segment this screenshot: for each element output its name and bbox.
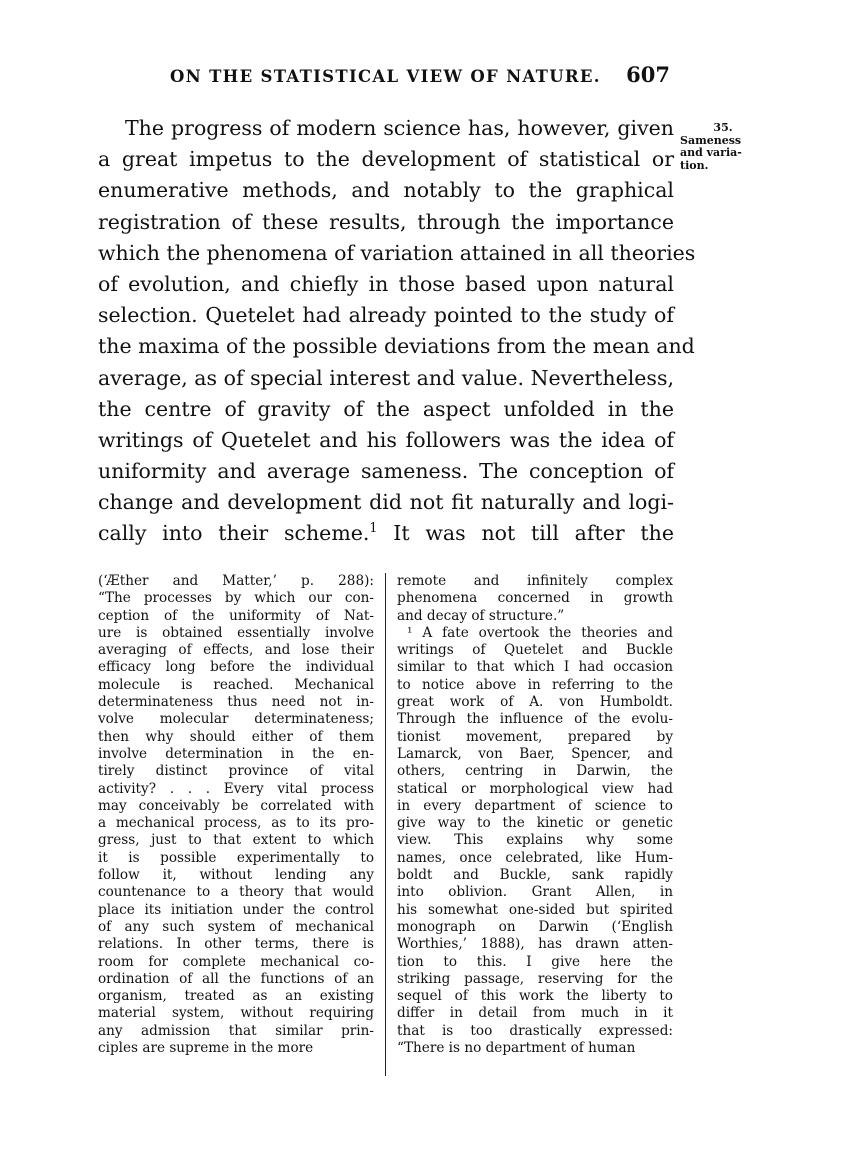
footnote-line: remote and infinitely complex	[397, 573, 673, 589]
footnote-line: organism, treated as an existing	[98, 988, 374, 1005]
footnote-line: tirely distinct province of vital	[98, 763, 374, 780]
footnote-line: “There is no department of human	[397, 1040, 636, 1057]
footnote-line: in every department of science to	[397, 797, 673, 814]
footnote-line: phenomena concerned in growth	[397, 590, 673, 607]
footnote-line: that is too drastically expressed:	[397, 1022, 673, 1039]
footnote-column-left	[98, 573, 374, 1057]
footnote-line: to notice above in referring to the	[397, 676, 673, 693]
footnote-line: a mechanical process, as to its pro-	[98, 815, 374, 832]
margin-note-line: tion.	[680, 158, 709, 172]
footnote-line: volve molecular determinateness;	[98, 711, 374, 728]
margin-note-number: 35.	[713, 121, 733, 134]
footnote-line: statical or morphological view had	[397, 780, 673, 797]
footnote-line: striking passage, reserving for the	[397, 970, 673, 987]
body-line: which the phenomena of variation attained in all theories	[98, 240, 696, 265]
footnote-line: then why should either of them	[98, 728, 374, 745]
footnote-line: tionist movement, prepared by	[397, 728, 673, 745]
footnote-line: Through the influence of the evolu-	[397, 711, 673, 728]
footnote-line: gress, just to that extent to which	[98, 832, 374, 849]
footnote-line: ciples are supreme in the more	[98, 1040, 314, 1057]
margin-note	[680, 122, 766, 172]
footnote-line: writings of Quetelet and Buckle	[397, 642, 673, 659]
footnote-line: it is possible experimentally to	[98, 849, 374, 866]
footnote-marker: 1	[369, 520, 378, 536]
footnote-line: his somewhat one-sided but spirited	[397, 901, 673, 918]
running-title: ON THE STATISTICAL VIEW OF NATURE.	[170, 67, 601, 86]
footnote-line: ordination of all the functions of an	[98, 970, 374, 987]
footnote-line: view. This explains why some	[397, 832, 673, 849]
footnote-line: relations. In other terms, there is	[98, 936, 374, 953]
footnote-line: molecule is reached. Mechanical	[98, 676, 374, 693]
margin-note-line: and varia-	[680, 146, 742, 159]
footnote-line: any admission that similar prin-	[98, 1022, 374, 1039]
body-line: registration of these results, through the importance	[98, 209, 674, 234]
footnote-line: and decay of structure.”	[397, 607, 565, 624]
footnote-line: ¹ A fate overtook the theories and	[407, 624, 673, 641]
body-line: The progress of modern science has, however, given	[125, 116, 674, 140]
footnote-line: may conceivably be correlated with	[98, 797, 374, 814]
page-header	[170, 62, 670, 87]
footnote-line: ception of the uniformity of Nat-	[98, 607, 374, 624]
footnote-line: involve determination in the en-	[98, 745, 374, 762]
body-line: a great impetus to the development of statistical or	[98, 147, 674, 172]
footnote-line: give way to the kinetic or genetic	[397, 815, 673, 832]
body-line: of evolution, and chiefly in those based upon natural	[98, 271, 674, 296]
footnote-line: great work of A. von Humboldt.	[397, 694, 673, 711]
footnote-line: Lamarck, von Baer, Spencer, and	[397, 745, 673, 762]
body-line: selection. Quetelet had already pointed to the study of	[98, 303, 674, 328]
footnote-line: ure is obtained essentially involve	[98, 624, 374, 641]
footnote-line: sequel of this work the liberty to	[397, 988, 673, 1005]
body-line: change and development did not fit naturally and logi-	[98, 490, 674, 515]
footnote-line: material system, without requiring	[98, 1005, 374, 1022]
footnote-line: follow it, without lending any	[98, 867, 374, 884]
footnote-line: boldt and Buckle, sank rapidly	[397, 867, 673, 884]
footnote-line: Worthies,’ 1888), has drawn atten-	[397, 936, 673, 953]
footnote-column-right	[397, 573, 673, 1057]
footnote-line: into oblivion. Grant Allen, in	[397, 884, 673, 901]
footnote-line: countenance to a theory that would	[98, 884, 374, 901]
footnote-line: differ in detail from much in it	[397, 1005, 673, 1022]
footnote-line: determinateness thus need not in-	[98, 694, 374, 711]
footnote-line: place its initiation under the control	[98, 901, 374, 918]
body-line: uniformity and average sameness. The conception of	[98, 459, 674, 484]
page-number: 607	[626, 62, 670, 87]
body-line-text: cally into their scheme.	[98, 521, 370, 546]
footnote-line: names, once celebrated, like Hum-	[397, 849, 673, 866]
body-line: the centre of gravity of the aspect unfolded in the	[98, 396, 674, 421]
footnote-line: activity? . . . Every vital process	[98, 780, 374, 797]
body-line: writings of Quetelet and his followers was the idea of	[98, 427, 674, 452]
footnote-column-divider	[385, 573, 386, 1076]
body-line: average, as of special interest and value. Nevertheless,	[98, 365, 674, 390]
footnote-line: monograph on Darwin (‘English	[397, 918, 673, 935]
footnote-line: “The processes by which our con-	[98, 590, 374, 607]
footnote-line: averaging of effects, and lose their	[98, 642, 374, 659]
margin-note-line: Sameness	[680, 133, 742, 147]
footnote-line: of any such system of mechanical	[98, 918, 374, 935]
body-line: enumerative methods, and notably to the graphical	[98, 178, 674, 203]
footnote-line: similar to that which I had occasion	[397, 659, 673, 676]
footnote-line: efficacy long before the individual	[98, 659, 374, 676]
main-paragraph	[98, 113, 696, 550]
footnote-line: tion to this. I give here the	[397, 953, 673, 970]
body-line: the maxima of the possible deviations from the mean and	[98, 334, 695, 359]
body-line-text: It was not till after the	[377, 521, 674, 546]
footnote-line: (‘Æther and Matter,’ p. 288):	[98, 573, 374, 589]
body-line-last	[98, 518, 674, 549]
footnote-line: room for complete mechanical co-	[98, 953, 374, 970]
footnote-line: others, centring in Darwin, the	[397, 763, 673, 780]
